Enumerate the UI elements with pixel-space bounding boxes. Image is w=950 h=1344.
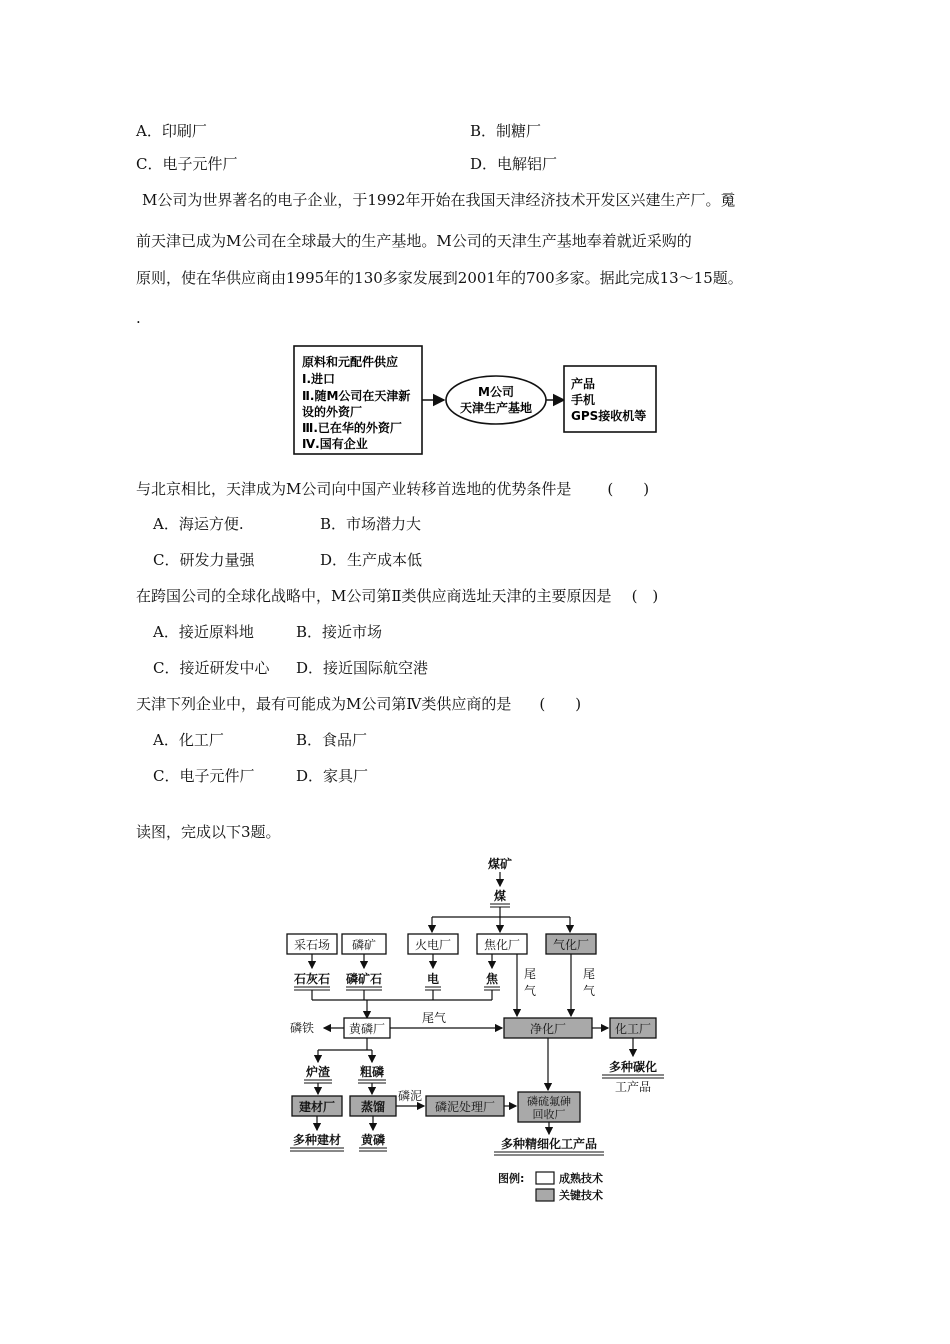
yellow-phosphorus-label: 黄磷 [360,1133,386,1147]
q13-option-c: C．研发力量强 [153,551,255,569]
q15-option-d: D．家具厂 [296,767,369,785]
option-b: B．制糖厂 [470,122,542,140]
q14-option-d: D．接近国际航空港 [296,659,429,677]
tail-gas-label-3: 尾气 [421,1011,447,1025]
q13-stem [136,479,649,499]
coal-mine-label: 煤矿 [487,857,513,871]
read-prompt: 读图，完成以下3题。 [136,823,281,841]
q15-stem-text: 天津下列企业中，最有可能成为M公司第Ⅳ类供应商的是 [136,695,512,713]
option-a: A．印刷厂 [136,122,207,140]
q13-option-d: D．生产成本低 [320,551,423,569]
building-materials-label: 多种建材 [292,1133,342,1147]
tail-gas-label-2b: 气 [583,984,596,998]
yellow-phosphorus-plant-label: 黄磷厂 [348,1022,386,1036]
product-title: 产品 [571,377,596,391]
passage-line-2: 前天津已成为M公司在全球最大的生产基地。M公司的天津生产基地奉着就近采购的 [136,232,692,250]
passage-line-3: 原则，使在华供应商由1995年的130多家发展到2001年的700多家。据此完成13～15题。 [136,269,743,287]
distillation-label: 蒸馏 [360,1100,386,1114]
recovery-plant-label-2: 回收厂 [532,1108,566,1121]
tail-gas-label-1a: 尾 [524,967,537,981]
q14-option-c: C．接近研发中心 [153,659,270,677]
ferrophosphorus-label: 磷铁 [290,1021,315,1035]
q15-answer-paren: ( ) [539,695,582,713]
sludge-treatment-plant-label: 磷泥处理厂 [434,1100,496,1114]
q13-option-a: A．海运方便. [153,515,244,533]
phosphorus-sludge-label: 磷泥 [397,1089,423,1103]
q14-option-b: B．接近市场 [296,623,383,641]
tail-gas-label-1b: 气 [524,984,537,998]
q13-option-b: B．市场潜力大 [320,515,422,533]
production-base-label: 天津生产基地 [459,401,533,415]
passage-dot: . [136,309,141,327]
supplier-type-2b: 设的外资厂 [302,405,363,419]
industrial-chain-diagram [272,850,692,1210]
passage-line-1: M公司为世界著名的电子企业，于1992年开始在我国天津经济技术开发区兴建生产厂。䰟 [142,191,736,209]
tail-gas-label-2a: 尾 [583,967,596,981]
supplier-type-4: Ⅳ.国有企业 [302,437,368,451]
q13-answer-paren: ( ) [607,480,650,498]
carbon-products-label-2: 工产品 [614,1080,652,1094]
chemical-plant-label: 化工厂 [614,1022,652,1036]
q15-option-c: C．电子元件厂 [153,767,255,785]
q14-stem-text: 在跨国公司的全球化战略中，M公司第Ⅱ类供应商选址天津的主要原因是 [136,587,612,605]
legend-key-swatch [536,1189,554,1201]
crude-phosphorus-label: 粗磷 [359,1065,385,1079]
q14-stem [136,586,658,606]
limestone-label: 石灰石 [293,972,331,986]
purification-plant-label: 净化厂 [529,1022,567,1036]
q13-stem-text: 与北京相比，天津成为M公司向中国产业转移首选地的优势条件是 [136,480,572,498]
legend-mature-swatch [536,1172,554,1184]
supplier-type-2a: Ⅱ.随M公司在天津新 [302,389,411,403]
legend-mature-label: 成熟技术 [559,1172,603,1185]
phosphate-rock-label: 磷矿石 [345,972,383,986]
product-gps: GPS接收机等 [571,409,647,423]
coke-label: 焦 [485,972,499,986]
coal-label: 煤 [493,889,507,903]
supplier-type-3: Ⅲ.已在华的外资厂 [302,421,402,435]
fine-chemical-products-label: 多种精细化工产品 [500,1137,598,1151]
coking-plant-label: 焦化厂 [483,938,521,952]
thermal-plant-label: 火电厂 [414,938,452,952]
option-c: C．电子元件厂 [136,155,238,173]
recovery-plant-label-1: 磷硫氟砷 [527,1095,571,1108]
q14-answer-paren: ( ) [631,587,659,605]
building-materials-plant-label: 建材厂 [298,1100,336,1114]
electricity-label: 电 [426,972,440,986]
carbon-products-label-1: 多种碳化 [608,1060,658,1074]
q15-option-a: A．化工厂 [153,731,224,749]
q15-stem [136,694,581,714]
supply-chain-diagram [288,338,668,458]
company-label: M公司 [478,385,514,399]
supplier-type-1: Ⅰ.进口 [302,372,336,386]
slag-label: 炉渣 [305,1065,331,1079]
production-base-ellipse [446,376,546,424]
product-phone: 手机 [571,393,596,407]
quarry-label: 采石场 [293,938,331,952]
phosphate-mine-label: 磷矿 [351,938,377,952]
option-d: D．电解铝厂 [470,155,558,173]
supplier-title: 原料和元配件供应 [302,355,399,369]
legend-title: 图例: [498,1172,525,1185]
legend-key-label: 关键技术 [559,1189,603,1202]
q14-option-a: A．接近原料地 [153,623,254,641]
gasification-plant-label: 气化厂 [552,938,590,952]
q15-option-b: B．食品厂 [296,731,368,749]
